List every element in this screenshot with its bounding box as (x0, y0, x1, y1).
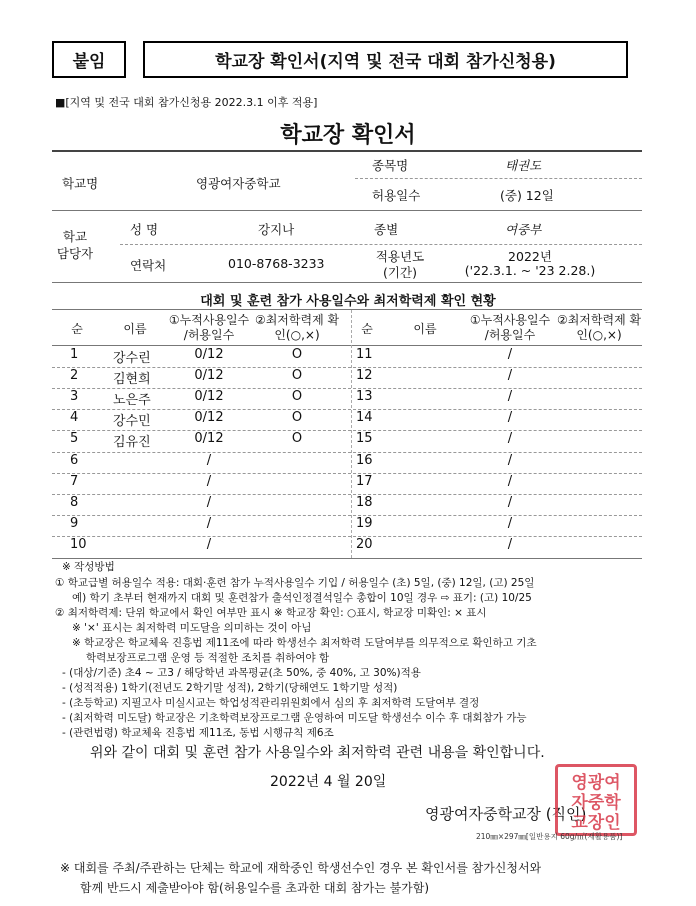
info-bottom-border (52, 282, 642, 283)
row-no: 1 (70, 347, 79, 362)
row-no: 11 (356, 347, 373, 362)
row-days: / (206, 452, 212, 468)
note-7: - (초등학교) 지필고사 미실시교는 학업성적관리위원회에서 심의 후 최저학력 도달여부 결정 (62, 697, 480, 709)
row-no: 20 (356, 536, 373, 552)
row-days: / (507, 473, 513, 489)
row-days: / (206, 536, 212, 552)
document-title: 학교장 확인서 (280, 123, 416, 148)
footer-line-1: ※ 대회를 주최/주관하는 단체는 학교에 재학중인 학생선수인 경우 본 확인서를 참가신청서와 (60, 861, 542, 875)
th-name-right: 이름 (413, 322, 437, 336)
row-name: 김현희 (113, 372, 151, 388)
event-label: 종목명 (372, 158, 409, 173)
th-days-right: ①누적사용일수 /허용일수 (469, 313, 551, 342)
row-no: 8 (70, 494, 79, 510)
row-no: 5 (70, 431, 79, 447)
row-no: 18 (356, 494, 373, 510)
row-days: / (507, 494, 513, 510)
th-academic-right: ②최저학력제 확인(○,×) (556, 313, 642, 342)
row-days: / (206, 515, 212, 531)
paper-size-note: 210㎜×297㎜[일반용지 60g/㎡(재활용품)] (476, 832, 623, 841)
row-no: 9 (70, 515, 79, 531)
table-top-border (52, 309, 642, 310)
contact-value: 010-8768-3233 (228, 256, 325, 271)
year-label: 적용년도 (375, 249, 425, 264)
row-days: 0/12 (194, 431, 224, 447)
row-days: / (507, 431, 513, 447)
year-label-period: (기간) (383, 265, 417, 280)
row-no: 7 (70, 473, 79, 489)
year-period: ('22.3.1. ~ '23 2.28.) (464, 263, 596, 278)
notes-heading: ※ 작성방법 (62, 561, 115, 573)
note-8: - (최저학력 미도달) 학교장은 기초학력보장프로그램 운영하여 미도달 학생선수 이수 후 대회참가 가능 (62, 712, 527, 724)
th-no-left: 순 (71, 322, 83, 336)
days-label: 허용일수 (372, 188, 421, 203)
confirmation-date: 2022년 4 월 20일 (270, 774, 387, 790)
info-divider (52, 210, 642, 211)
row-name: 김유진 (113, 435, 151, 451)
row-name: 강수민 (113, 414, 151, 430)
note-6: - (성적적용) 1학기(전년도 2학기말 성적), 2학기(당해연도 1학기말 성적) (62, 682, 398, 694)
header-title: 학교장 확인서(지역 및 전국 대회 참가신청용) (143, 41, 628, 78)
row-name: 강수린 (113, 351, 151, 366)
row-days: / (507, 452, 513, 468)
row-no: 13 (356, 389, 373, 405)
note-4b: 학력보장프로그램 운영 등 적절한 조치를 취하여야 함 (86, 652, 330, 664)
table-bottom-border (52, 558, 642, 559)
row-no: 6 (70, 452, 79, 468)
section-title: 대회 및 훈련 참가 사용일수와 최저학력제 확인 현황 (200, 294, 496, 309)
row-days: / (507, 515, 513, 531)
principal-signature: 영광여자중학교장 (직인) (425, 805, 587, 823)
year-value: 2022년 (508, 249, 552, 264)
note-1b: 예) 학기 초부터 현재까지 대회 및 훈련참가 출석인정결석일수 총합이 10일 경우 ⇨ 표기: (고) 10/25 (72, 592, 532, 604)
row-academic: O (291, 368, 303, 384)
row-no: 2 (70, 368, 79, 384)
info-divider (355, 178, 642, 179)
row-days: / (507, 410, 513, 426)
footer-line-2: 함께 반드시 제출받아야 함(허용일수를 초과한 대회 참가는 불가함) (80, 881, 430, 895)
days-value: (중) 12일 (500, 188, 554, 203)
row-days: / (507, 389, 513, 405)
row-no: 12 (356, 368, 373, 384)
row-days: 0/12 (194, 389, 224, 405)
row-academic: O (291, 410, 303, 426)
confirmation-text: 위와 같이 대회 및 훈련 참가 사용일수와 최저학력 관련 내용을 확인합니다. (90, 745, 545, 761)
contact-label: 연락처 (130, 258, 167, 273)
row-days: / (507, 368, 513, 384)
row-days: / (206, 494, 212, 510)
table-center-divider (351, 310, 352, 558)
row-days: / (507, 347, 513, 362)
row-no: 16 (356, 452, 373, 468)
row-academic: O (291, 389, 303, 405)
row-no: 10 (70, 536, 87, 552)
th-name-left: 이름 (123, 322, 147, 336)
school-label: 학교명 (62, 176, 99, 191)
info-divider (120, 244, 642, 245)
row-days: 0/12 (194, 410, 224, 426)
row-academic: O (291, 431, 303, 447)
row-name: 노은주 (113, 393, 151, 409)
note-3: ※ '×' 표시는 최저학력 미도달을 의미하는 것이 아님 (72, 622, 312, 634)
th-academic-left: ②최저학력제 확인(○,×) (254, 313, 340, 342)
attachment-label: 붙임 (52, 41, 126, 78)
footer-note (60, 858, 541, 898)
manager-label: 학교 담당자 (56, 229, 94, 261)
name-label: 성 명 (130, 222, 159, 237)
row-no: 17 (356, 473, 373, 489)
applicability-note: ■[지역 및 전국 대회 참가신청용 2022.3.1 이후 적용] (55, 96, 318, 109)
info-top-border (52, 150, 642, 152)
row-no: 15 (356, 431, 373, 447)
row-days: / (507, 536, 513, 552)
category-label: 종별 (374, 222, 399, 237)
row-no: 14 (356, 410, 373, 426)
note-4: ※ 학교장은 학교체육 진흥법 제11조에 따라 학생선수 최저학력 도달여부를 의무적으로 확인하고 기초 (72, 637, 537, 649)
school-value: 영광여자중학교 (196, 176, 281, 191)
note-2: ② 최저학력제: 단위 학교에서 확인 여부만 표시 ※ 학교장 확인: ○표시, 학교장 미확인: × 표시 (55, 607, 487, 619)
table-header-border (52, 345, 642, 346)
note-5: - (대상/기준) 초4 ~ 고3 / 해당학년 과목평균(초 50%, 중 40%, 고 30%)적용 (62, 667, 421, 679)
event-value: 태권도 (505, 158, 542, 173)
row-days: / (206, 473, 212, 489)
th-days-left: ①누적사용일수 /허용일수 (168, 313, 250, 342)
row-no: 4 (70, 410, 79, 426)
row-academic: O (291, 347, 303, 362)
name-value: 강지나 (258, 222, 295, 237)
official-seal: 영광여 자중학 교장인 (555, 764, 637, 836)
th-no-right: 순 (361, 322, 373, 336)
category-value: 여중부 (505, 222, 542, 237)
note-1: ① 학교급별 허용일수 적용: 대회·훈련 참가 누적사용일수 기입 / 허용일수 (초) 5일, (중) 12일, (고) 25일 (55, 577, 535, 589)
row-days: 0/12 (194, 347, 224, 362)
row-days: 0/12 (194, 368, 224, 384)
note-9: - (관련법령) 학교체육 진흥법 제11조, 동법 시행규칙 제6조 (62, 727, 334, 739)
row-no: 19 (356, 515, 373, 531)
row-no: 3 (70, 389, 79, 405)
